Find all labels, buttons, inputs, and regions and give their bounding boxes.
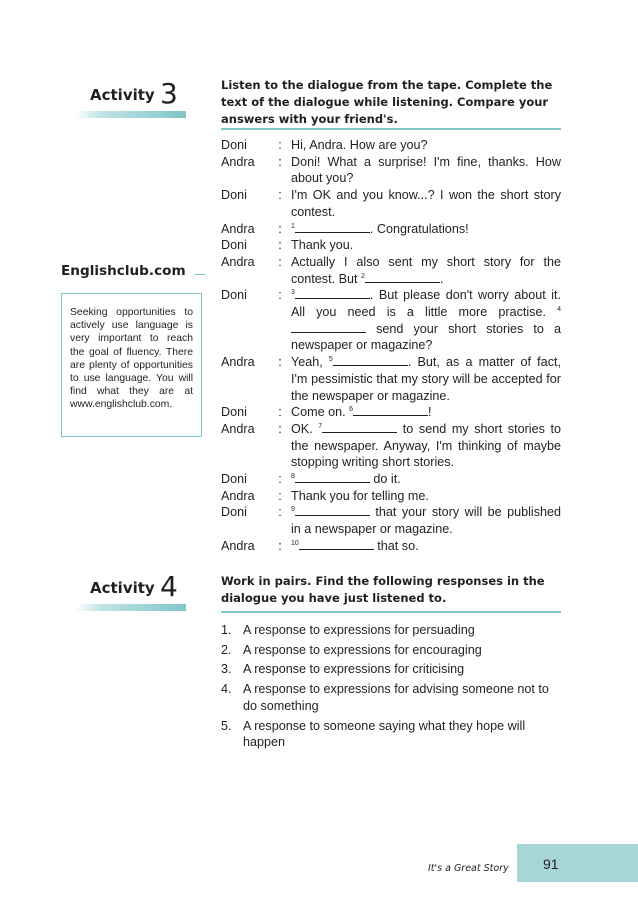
activity-3-word: Activity bbox=[90, 86, 155, 104]
blank-number: 1 bbox=[291, 222, 295, 230]
line-text: Hi, Andra. How are you? bbox=[291, 138, 428, 152]
dialogue-line bbox=[221, 237, 561, 254]
sidebar-title-rule bbox=[195, 274, 205, 275]
dialogue-line bbox=[221, 404, 561, 421]
answer-blank[interactable] bbox=[295, 221, 370, 233]
activity-3-bar bbox=[74, 111, 186, 118]
line-text bbox=[291, 287, 561, 354]
line-text-after: to send my short stories to the newspaper. Anyway, I'm thinking of maybe stopping writing short stories. bbox=[291, 421, 561, 470]
speaker: Doni bbox=[221, 505, 247, 520]
line-text-before: OK. bbox=[291, 421, 319, 436]
line-text-after: do it. bbox=[369, 472, 401, 487]
line-text-before: Actually I also sent my short story for the contest. But bbox=[291, 254, 561, 286]
list-item bbox=[221, 622, 561, 639]
answer-blank[interactable] bbox=[333, 354, 408, 366]
blank-number: 6 bbox=[349, 406, 354, 414]
dialogue-line bbox=[221, 504, 561, 537]
dialogue-line bbox=[221, 154, 561, 187]
answer-blank[interactable] bbox=[291, 321, 366, 333]
dialogue-line bbox=[221, 354, 561, 404]
list-item bbox=[221, 718, 561, 751]
speaker: Andra bbox=[221, 538, 255, 553]
speaker: Doni bbox=[221, 405, 247, 420]
line-text-before: Come on. bbox=[291, 405, 350, 420]
line-text-after: that your story will be published in a newspaper or magazine. bbox=[291, 505, 561, 537]
dialogue-line bbox=[221, 221, 561, 238]
line-text-after: . Congratulations! bbox=[369, 221, 469, 236]
colon: : bbox=[278, 355, 282, 370]
activity-4-word: Activity bbox=[90, 579, 155, 597]
line-text: Thank you. bbox=[291, 238, 354, 253]
dialogue-line bbox=[221, 287, 561, 354]
page-number-box bbox=[517, 844, 638, 882]
dialogue-line bbox=[221, 488, 561, 505]
item-number: 4. bbox=[221, 682, 232, 697]
line-text bbox=[291, 221, 561, 238]
blank-number: 5 bbox=[328, 356, 333, 364]
line-text: Thank you for telling me. bbox=[291, 488, 429, 503]
sidebar-text: Seeking opportunities to actively use language is very important to reach the goal of fluency. There are plenty of opportunities to use language. You will find what they are at www.englishclub.com. bbox=[70, 307, 193, 411]
item-text: A response to expressions for advising someone not to do something bbox=[243, 682, 549, 713]
item-text: A response to expressions for persuading bbox=[243, 623, 475, 637]
colon: : bbox=[278, 421, 282, 436]
list-item bbox=[221, 681, 561, 714]
line-text: Doni! What a surprise! I'm fine, thanks. How about you? bbox=[291, 154, 561, 186]
line-text-after: send your short stories to a newspaper or magazine? bbox=[291, 321, 561, 353]
activity-4-rule bbox=[221, 611, 561, 613]
colon: : bbox=[278, 221, 282, 236]
list-item bbox=[221, 661, 561, 678]
colon: : bbox=[278, 254, 282, 269]
speaker: Andra bbox=[221, 221, 255, 236]
dialogue-line bbox=[221, 254, 561, 287]
sidebar-title: Englishclub.com bbox=[61, 263, 186, 279]
line-text-after: . But, as a matter of fact, I'm pessimistic that my story will be accepted for the newspaper or magazine. bbox=[291, 355, 561, 403]
line-text bbox=[291, 471, 561, 488]
item-number: 1. bbox=[221, 623, 232, 637]
activity-4-bar bbox=[74, 604, 186, 611]
speaker: Doni bbox=[221, 238, 247, 253]
line-text bbox=[291, 354, 561, 404]
speaker: Doni bbox=[221, 288, 247, 303]
line-text-after: that so. bbox=[373, 538, 419, 553]
activity-4-number: 4 bbox=[160, 570, 178, 603]
sidebar-box bbox=[61, 293, 202, 437]
dialogue-line bbox=[221, 137, 561, 154]
speaker: Andra bbox=[221, 421, 255, 436]
line-text bbox=[291, 504, 561, 537]
activity-3-rule bbox=[221, 128, 561, 130]
activity-3-number: 3 bbox=[160, 77, 178, 110]
dialogue bbox=[221, 137, 561, 555]
dialogue-line bbox=[221, 187, 561, 220]
item-number: 5. bbox=[221, 718, 232, 733]
answer-blank[interactable] bbox=[299, 538, 374, 550]
answer-blank[interactable] bbox=[353, 404, 428, 416]
item-text: A response to expressions for criticising bbox=[243, 662, 465, 677]
colon: : bbox=[278, 472, 282, 487]
colon: : bbox=[278, 405, 282, 420]
blank-number: 8 bbox=[291, 473, 295, 481]
answer-blank[interactable] bbox=[365, 271, 440, 283]
speaker: Andra bbox=[221, 254, 255, 269]
line-text-after: . bbox=[439, 271, 444, 286]
blank-number: 10 bbox=[291, 539, 299, 547]
colon: : bbox=[278, 505, 282, 520]
line-text bbox=[291, 404, 561, 421]
item-text: A response to someone saying what they hope will happen bbox=[243, 718, 526, 750]
speaker: Doni bbox=[221, 188, 247, 203]
answer-blank[interactable] bbox=[295, 471, 370, 483]
line-text-before: Yeah, bbox=[291, 355, 329, 370]
answer-blank[interactable] bbox=[295, 504, 370, 516]
line-text-after: . But please don't worry about it. All you need is a little more practise. bbox=[291, 288, 561, 320]
activity-3-instruction: Listen to the dialogue from the tape. Complete the text of the dialogue while listening. Compare your answers with your friend's. bbox=[221, 78, 553, 126]
blank-number: 4 bbox=[557, 306, 561, 314]
activity-4-instruction: Work in pairs. Find the following responses in the dialogue you have just listened to. bbox=[221, 574, 545, 605]
activity-3-heading bbox=[60, 77, 186, 124]
dialogue-line bbox=[221, 538, 561, 555]
answer-blank[interactable] bbox=[322, 421, 397, 433]
colon: : bbox=[278, 138, 282, 152]
blank-number: 3 bbox=[291, 289, 295, 297]
colon: : bbox=[278, 238, 282, 253]
colon: : bbox=[278, 288, 282, 303]
colon: : bbox=[278, 188, 282, 203]
page-number: 91 bbox=[543, 856, 559, 872]
line-text-after: ! bbox=[428, 405, 432, 420]
colon: : bbox=[278, 488, 282, 503]
blank-number: 9 bbox=[291, 506, 295, 514]
activity-4-heading bbox=[60, 570, 186, 617]
speaker: Andra bbox=[221, 488, 255, 503]
item-number: 2. bbox=[221, 642, 232, 657]
blank-number: 2 bbox=[361, 272, 365, 280]
line-text: I'm OK and you know...? I won the short story contest. bbox=[291, 188, 561, 219]
item-number: 3. bbox=[221, 662, 232, 677]
colon: : bbox=[278, 154, 282, 169]
blank-number: 7 bbox=[318, 422, 323, 430]
dialogue-line bbox=[221, 471, 561, 488]
colon: : bbox=[278, 538, 282, 553]
line-text bbox=[291, 538, 561, 555]
responses-list bbox=[221, 622, 561, 754]
speaker: Doni bbox=[221, 472, 247, 487]
list-item bbox=[221, 642, 561, 659]
speaker: Doni bbox=[221, 138, 247, 152]
answer-blank[interactable] bbox=[295, 287, 370, 299]
speaker: Andra bbox=[221, 355, 255, 370]
dialogue-line bbox=[221, 421, 561, 471]
chapter-title: It's a Great Story bbox=[428, 863, 509, 874]
line-text bbox=[291, 421, 561, 471]
speaker: Andra bbox=[221, 154, 255, 169]
line-text bbox=[291, 254, 561, 287]
item-text: A response to expressions for encouraging bbox=[243, 642, 482, 657]
